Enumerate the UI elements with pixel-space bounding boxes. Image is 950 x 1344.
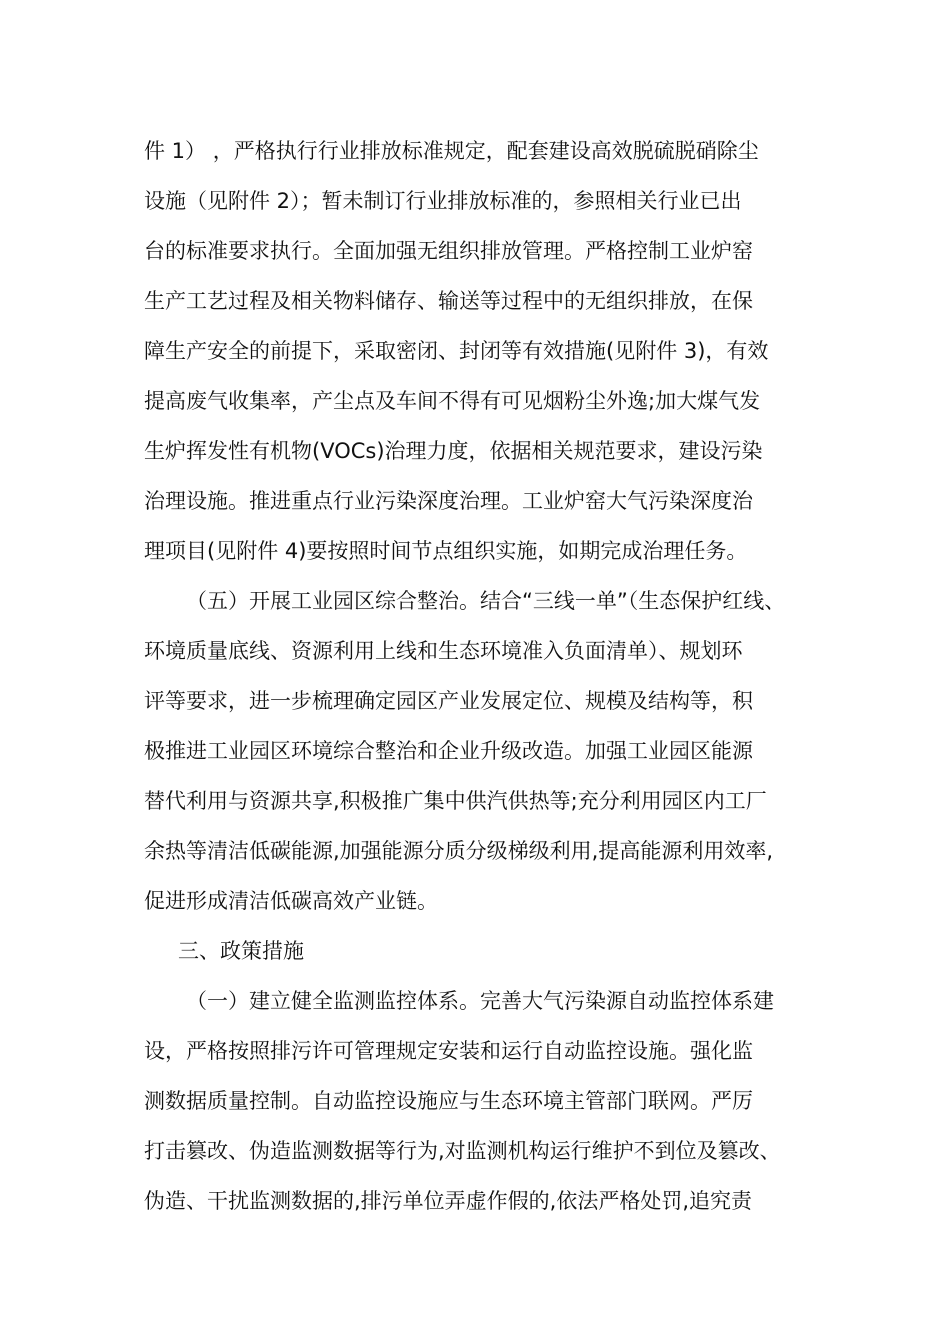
paragraph-line: 打击篡改、伪造监测数据等行为,对监测机构运行维护不到位及篡改、: [144, 1139, 781, 1163]
paragraph-line: 障生产安全的前提下，采取密闭、封闭等有效措施(见附件 3)，有效: [144, 339, 769, 363]
paragraph-line: 设施（见附件 2）；暂未制订行业排放标准的，参照相关行业已出: [144, 189, 742, 213]
paragraph-line: 环境质量底线、资源利用上线和生态环境准入负面清单）、规划环: [144, 639, 743, 663]
paragraph-line: 促进形成清洁低碳高效产业链。: [144, 889, 438, 913]
paragraph-line: 余热等清洁低碳能源,加强能源分质分级梯级利用,提高能源利用效率,: [144, 839, 774, 863]
paragraph-line: 台的标准要求执行。全面加强无组织排放管理。严格控制工业炉窑: [144, 239, 753, 263]
paragraph-line: 极推进工业园区环境综合整治和企业升级改造。加强工业园区能源: [144, 739, 753, 763]
paragraph-line: 测数据质量控制。自动监控设施应与生态环境主管部门联网。严厉: [144, 1089, 753, 1113]
section-heading: 三、政策措施: [178, 939, 304, 963]
paragraph-line: 评等要求，进一步梳理确定园区产业发展定位、规模及结构等，积: [144, 689, 753, 713]
paragraph-line: 伪造、干扰监测数据的,排污单位弄虚作假的,依法严格处罚,追究责: [144, 1189, 753, 1213]
paragraph-line: 理项目(见附件 4)要按照时间节点组织实施，如期完成治理任务。: [144, 539, 748, 563]
paragraph-line-indented: （一）建立健全监测监控体系。完善大气污染源自动监控体系建: [186, 989, 774, 1013]
paragraph-line: 治理设施。推进重点行业污染深度治理。工业炉窑大气污染深度治: [144, 489, 753, 513]
paragraph-line-indented: （五）开展工业园区综合整治。结合“三线一单”（生态保护红线、: [186, 589, 786, 613]
paragraph-line: 件 1） ，严格执行行业排放标准规定，配套建设高效脱硫脱硝除尘: [144, 139, 759, 163]
paragraph-line: 生炉挥发性有机物(VOCs)治理力度，依据相关规范要求，建设污染: [144, 439, 763, 463]
paragraph-line: 生产工艺过程及相关物料储存、输送等过程中的无组织排放，在保: [144, 289, 753, 313]
paragraph-line: 替代利用与资源共享,积极推广集中供汽供热等;充分利用园区内工厂: [144, 789, 767, 813]
paragraph-line: 设，严格按照排污许可管理规定安装和运行自动监控设施。强化监: [144, 1039, 753, 1063]
paragraph-line: 提高废气收集率，产尘点及车间不得有可见烟粉尘外逸;加大煤气发: [144, 389, 761, 413]
